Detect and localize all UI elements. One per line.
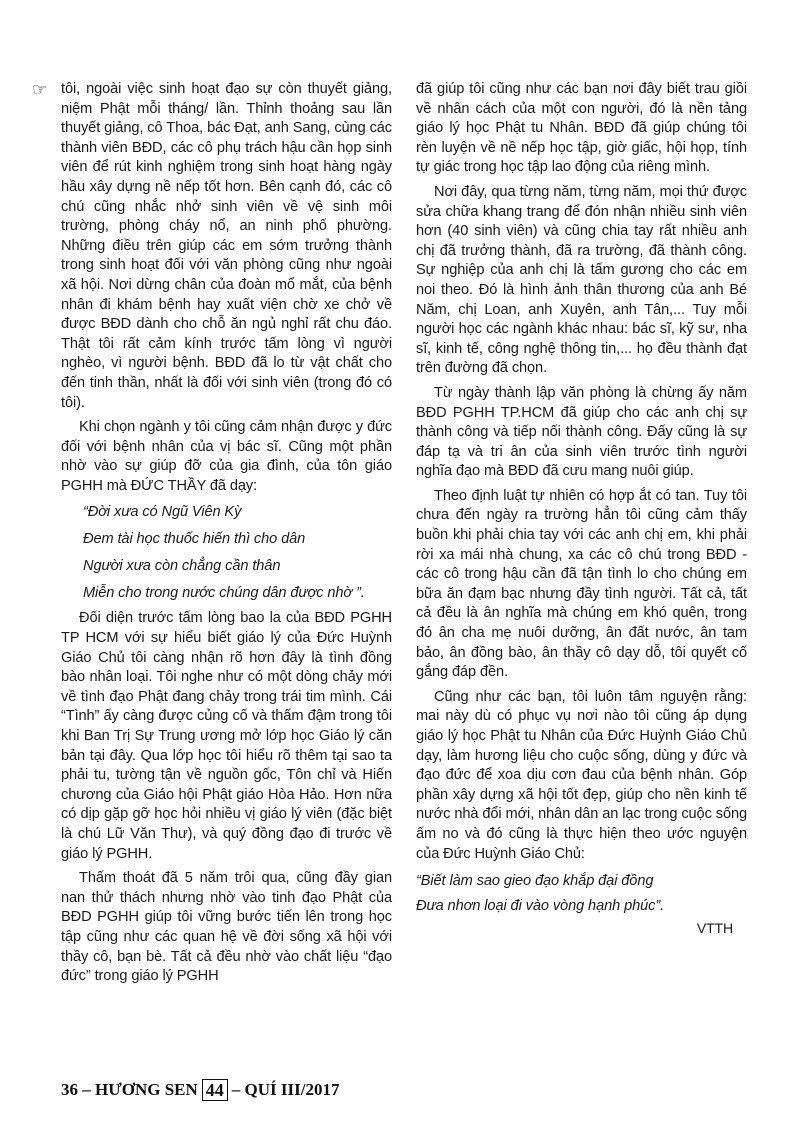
right-column bbox=[416, 80, 747, 944]
left-column bbox=[61, 80, 392, 992]
page-number: 36 bbox=[61, 1080, 78, 1099]
paragraph: Đối diện trước tấm lòng bao la của BĐD PGHH TP HCM với sự hiểu biết giáo lý của Đức Huỳnh Giáo Chủ tôi càng nhận rõ hơn đây là tình đồng bào nhân loại. Tôi nghe như có một dòng chảy mới về tình đạo Phật đang chảy trong trái tim mình. Cái “Tình” ấy càng được củng cố và thấm đậm trong tôi khi Ban Trị Sự Trung ương mở lớp học Giáo lý căn bản tại đây. Qua lớp học tôi hiểu rõ thêm tại sao ta phải tu, tường tận về nguồn gốc, Tôn chỉ và Hiến chương của Giáo hội Phật giáo Hòa Hảo. Hơn nữa có dịp gặp gỡ học hỏi nhiều vị giáo lý viên (đặc biệt là chú Lữ Văn Thư), và quý đồng đạo đi trước về giáo lý PGHH. bbox=[61, 610, 392, 862]
paragraph: Thấm thoát đã 5 năm trôi qua, cũng đầy gian nan thử thách nhưng nhờ vào tinh đạo Phật của BĐD PGHH giúp tôi vững bước tiến lên trong học tập cũng như các quan hệ về đời sống xã hội với thầy cô, bạn bè. Tất cả đều nhờ vào chất liệu “đạo đức” trong giáo lý PGHH bbox=[61, 870, 392, 985]
verse-line: “Biết làm sao gieo đạo khắp đại đồng bbox=[416, 873, 654, 890]
verse-line: Miễn cho trong nước chúng dân được nhờ ”. bbox=[83, 585, 365, 602]
verse-line: Đưa nhơn loại đi vào vòng hạnh phúc”. bbox=[416, 898, 665, 915]
verse-quote bbox=[416, 869, 747, 919]
paragraph: tôi, ngoài việc sinh hoạt đạo sự còn thuyết giảng, niệm Phật mỗi tháng/ lần. Thỉnh thoảng sau lần thuyết giảng, cô Thoa, bác Đạt, anh Sang, cùng các thành viên BĐD, các cô phụ trách hậu cần họp sinh viên để rút kinh nghiệm trong sinh hoạt hàng ngày hầu xây dựng nề nếp tốt hơn. Bên cạnh đó, các cô chú cũng nhắc nhở sinh viên về vệ sinh môi trường, phòng cháy nổ, an ninh phố phường. Những điều trên giúp các em sớm trưởng thành trong sinh hoạt đối với văn phòng cũng như ngoài xã hội. Nơi dừng chân của đoàn mổ mắt, của bệnh nhân đi khám bệnh hay xuất viện chờ xe chở về được BĐD dành cho chỗ ăn ngủ nghỉ rất chu đáo. Thật tôi rất cảm kính trước tấm lòng vì người nghèo, vì người bệnh. BĐD đã lo từ vật chất cho đến tinh thần, nhất là đối với sinh viên (trong đó có tôi). bbox=[61, 81, 392, 411]
paragraph: Cũng như các bạn, tôi luôn tâm nguyện rằng: mai này dù có phục vụ nơi nào tôi cũng áp dụng giáo lý học Phật tu Nhân của Đức Huỳnh Giáo Chủ dạy, làm hương liệu cho cuộc sống, dùng y đức và đạo đức để xoa dịu cơn đau của bệnh nhân. Góp phần xây dựng xã hội tốt đẹp, giúp cho nền kinh tế nước nhà đổi mới, nhân dân an lạc trong cuộc sống ấm no và đó cũng là thực hiện theo ước nguyện của Đức Huỳnh Giáo Chủ: bbox=[416, 688, 747, 862]
paragraph: Theo định luật tự nhiên có hợp ắt có tan. Tuy tôi chưa đến ngày ra trường hẳn tôi cũng cảm thấy buồn khi phải chia tay với các anh chị em, khi phải rời xa mái nhà chung, xa các cô chú trong BĐD - các cô trong hậu cần đã tận tình lo cho chúng em bữa ăn đạm bạc nhưng đầy tình người. Tất cả, tất cả đều là ân nghĩa mà chúng em khó quên, trong đó ân cha mẹ nuôi dưỡng, ân đất nước, ân tam bảo, ân đồng bào, ân thầy cô dạy dỗ, tôi quyết cố gắng đáp đền. bbox=[416, 487, 747, 681]
paragraph: Khi chọn ngành y tôi cũng cảm nhận được y đức đối với bệnh nhân của vị bác sĩ. Cũng một phần nhờ vào sự giúp đỡ của gia đình, của tôn giáo PGHH mà ĐỨC THẦY đã dạy: bbox=[61, 419, 392, 494]
footer-dash: – bbox=[231, 1080, 241, 1099]
page-footer bbox=[61, 1077, 339, 1103]
paragraph: Nơi đây, qua từng năm, từng năm, mọi thứ được sửa chữa khang trang để đón nhận nhiều sinh viên hơn (40 sinh viên) và cũng chia tay rất nhiều anh chị đã trưởng thành, đã ra trường, đã thành công. Sự nghiệp của anh chị là tấm gương cho các em noi theo. Đó là hình ảnh thân thương của anh Bé Năm, chị Loan, anh Xuyên, anh Tân,... Tuy mỗi người học các ngành khác nhau: bác sĩ, kỹ sư, nha sĩ, kinh tế, công nghệ thông tin,... họ đều thành đạt trên đường đã chọn. bbox=[416, 183, 747, 377]
issue-quarter: QUÍ III/2017 bbox=[244, 1080, 340, 1099]
verse-line: “Đời xưa có Ngũ Viên Kỳ bbox=[83, 504, 242, 521]
paragraph: Từ ngày thành lập văn phòng là chừng ấy năm BĐD PGHH TP.HCM đã giúp cho các anh chị sự thành công và tiếp nối thành công. Đấy cũng là sự đáp tạ và tri ân của sinh viên trước tình người nghĩa đạo mà BĐD đã cưu mang nuôi giúp. bbox=[416, 384, 747, 480]
verse-quote bbox=[61, 501, 392, 605]
issue-number: 44 bbox=[202, 1079, 228, 1101]
footer-dash: – bbox=[82, 1080, 91, 1099]
verse-line: Người xưa còn chẳng cần thân bbox=[83, 558, 281, 575]
author-signature: VTTH bbox=[696, 920, 733, 937]
paragraph: đã giúp tôi cũng như các bạn nơi đây biết trau giồi về nhân cách của một con người, đó là nền tảng giáo lý học Phật tu Nhân. BĐD đã giúp chúng tôi rèn luyện về nề nếp học tập, giờ giấc, hội họp, tính tự giác trong học tập lao động của riêng mình. bbox=[416, 81, 747, 176]
pointing-hand-icon: ☞ bbox=[32, 80, 48, 100]
verse-line: Đem tài học thuốc hiến thì cho dân bbox=[83, 531, 306, 548]
magazine-name: HƯƠNG SEN bbox=[95, 1080, 198, 1099]
